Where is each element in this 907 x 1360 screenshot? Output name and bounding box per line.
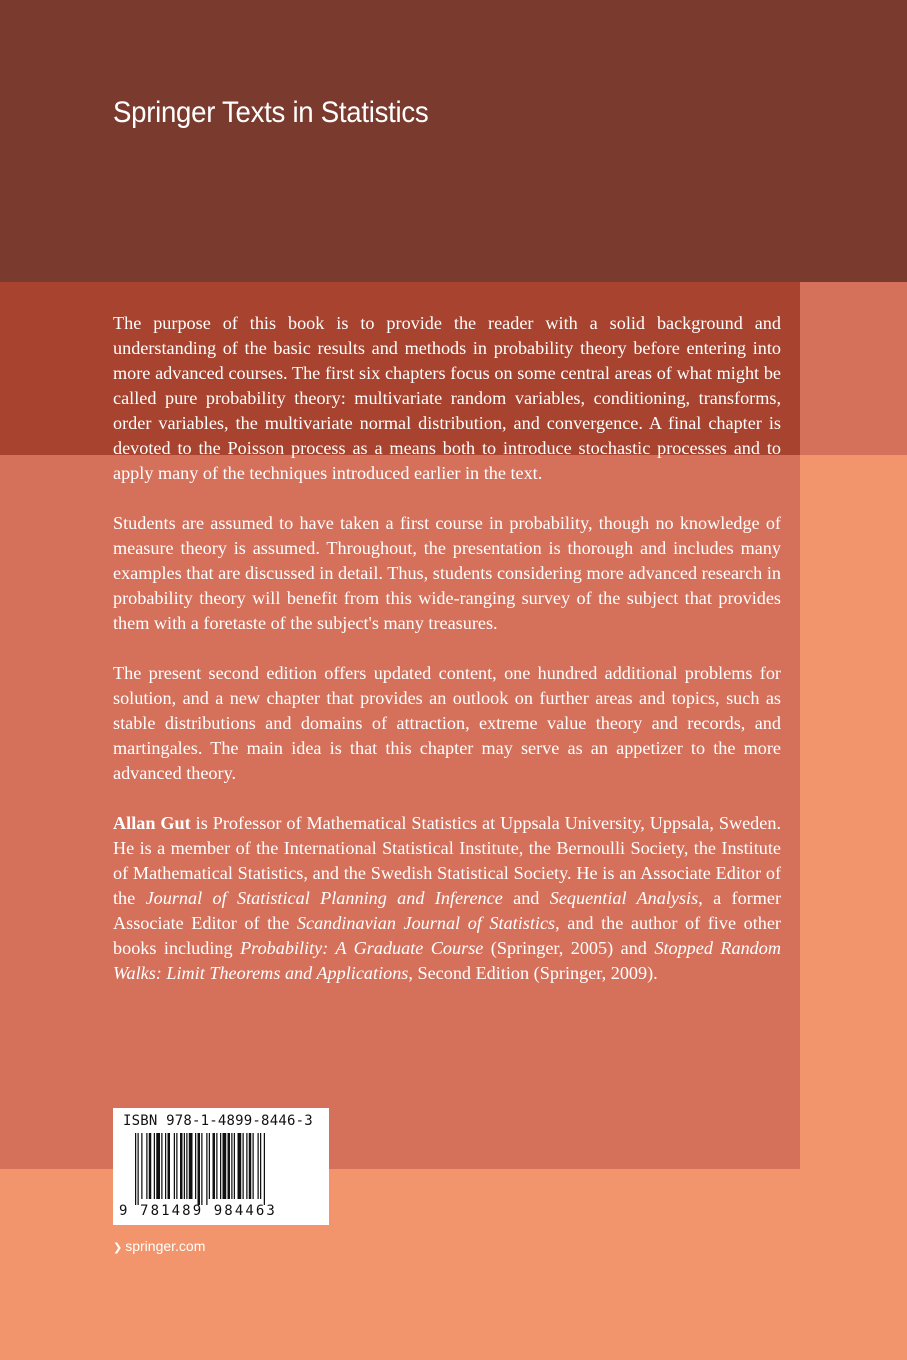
barcode-bar — [149, 1133, 152, 1199]
journal-title: Journal of Statistical Planning and Inference — [145, 888, 503, 908]
barcode-bar — [258, 1133, 259, 1199]
barcode-bar — [234, 1133, 235, 1199]
barcode-bar — [249, 1133, 252, 1199]
isbn-label: ISBN 978-1-4899-8446-3 — [123, 1113, 313, 1129]
author-bio — [113, 811, 781, 986]
barcode-bars — [135, 1133, 307, 1205]
bio-text: , Second Edition (Springer, 2009). — [408, 963, 658, 983]
barcode-bar — [146, 1133, 147, 1199]
barcode-bar — [223, 1133, 227, 1199]
back-cover-text — [113, 311, 781, 1011]
barcode-bar — [174, 1133, 175, 1199]
barcode-bar — [195, 1133, 196, 1199]
barcode-bar — [209, 1133, 210, 1199]
barcode-bar — [180, 1133, 183, 1199]
barcode-bar — [161, 1133, 162, 1199]
barcode-bar — [216, 1133, 217, 1199]
barcode-bar — [206, 1133, 207, 1205]
bio-text: , a former Associate Editor of the — [113, 888, 781, 933]
description-paragraph-3: The present second edition offers updated content, one hundred additional problems for solution, and a new chapter that provides an outlook on further areas and topics, such as stable distributions and domains of attraction, extreme value theory and records, and martingales. The main idea is that this chapter may serve as an appetizer to the more advanced theory. — [113, 663, 781, 783]
series-title: Springer Texts in Statistics — [113, 96, 429, 129]
book-title: Stopped Random Walks: Limit Theorems and Applications — [113, 938, 782, 983]
barcode-bar — [260, 1133, 261, 1199]
barcode-bar — [231, 1133, 232, 1199]
barcode-bar — [253, 1133, 254, 1199]
barcode-bar — [165, 1133, 166, 1199]
description-paragraph-1: The purpose of this book is to provide the reader with a solid background and understanding of the basic results and methods in probability theory before entering into more advanced courses. The first six chapters focus on some central areas of what might be called pure probability theory: multivariate random variables, conditioning, transforms, order variables, the multivariate normal distribution, and convergence. A final chapter is devoted to the Poisson process as a means both to introduce stochastic processes and to apply many of the techniques introduced earlier in the text. — [113, 313, 781, 483]
top-color-band — [0, 0, 907, 282]
barcode-bar — [138, 1133, 139, 1205]
barcode-bar — [198, 1133, 201, 1205]
barcode-bar — [135, 1133, 136, 1205]
barcode-digits: 9 781489 984463 — [119, 1203, 277, 1219]
barcode-bar — [176, 1133, 177, 1199]
springer-website-link[interactable] — [113, 1238, 205, 1254]
barcode-bar — [154, 1133, 155, 1199]
chevron-right-icon: ❯ — [113, 1242, 123, 1254]
barcode-bar — [186, 1133, 187, 1199]
book-title: Probability: A Graduate Course — [240, 938, 484, 958]
journal-title: Scandinavian Journal of Statistics — [296, 913, 556, 933]
bio-text: (Springer, 2005) and — [483, 938, 655, 958]
right-strip — [800, 282, 907, 455]
bio-text: and — [502, 888, 550, 908]
barcode-bar — [220, 1133, 221, 1199]
barcode-bar — [168, 1133, 171, 1199]
barcode-bar — [141, 1133, 142, 1199]
bio-text: is Professor of Mathematical Statistics at Uppsala University, Uppsala, Sweden. He is a member of the International Statistical Institute, the Bernoulli Society, the Institute of Mathematical Statistics, and the Swedish Statistical Society. He is an Associate Editor of the — [113, 813, 781, 908]
description-paragraph-2: Students are assumed to have taken a first course in probability, though no knowledge of measure theory is assumed. Throughout, the presentation is thorough and includes many examples that are discussed in detail. Thus, students considering more advanced research in probability theory will benefit from this wide-ranging survey of the subject that provides them with a foretaste of the subject's many treasures. — [113, 513, 781, 633]
barcode-bar — [243, 1133, 244, 1199]
journal-title: Sequential Analysis — [549, 888, 699, 908]
barcode-bar — [184, 1133, 185, 1199]
barcode-bar — [228, 1133, 231, 1199]
author-name: Allan Gut — [113, 813, 191, 833]
barcode-bar — [156, 1133, 160, 1199]
springer-link-text: springer.com — [125, 1238, 206, 1254]
barcode-bar — [189, 1133, 193, 1199]
barcode-bar — [238, 1133, 242, 1199]
barcode-bar — [246, 1133, 247, 1199]
barcode-bar — [201, 1133, 202, 1205]
bio-text: , and the author of five other books including — [113, 913, 781, 958]
barcode-bar — [213, 1133, 216, 1199]
barcode-bar — [264, 1133, 265, 1205]
isbn-barcode — [113, 1108, 329, 1225]
